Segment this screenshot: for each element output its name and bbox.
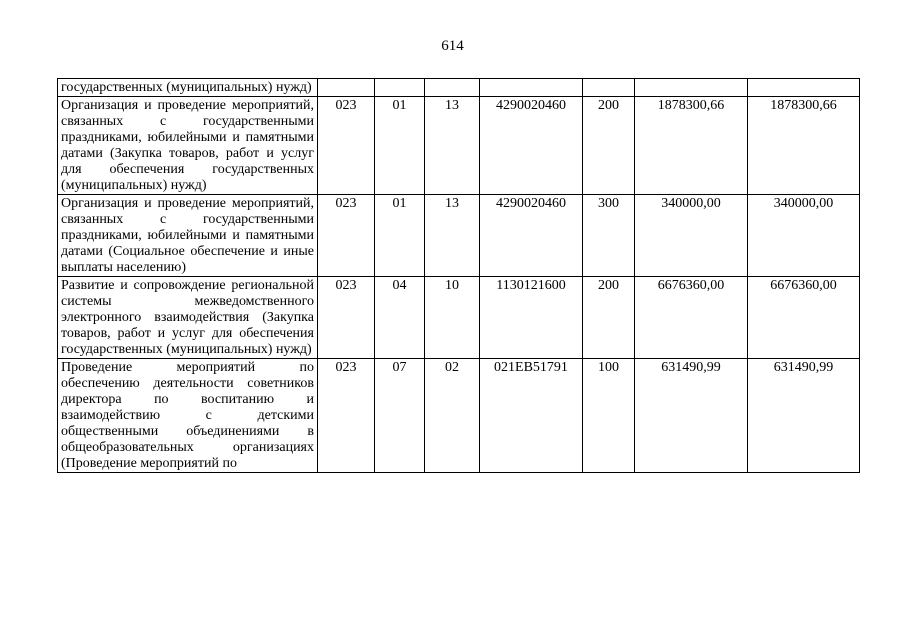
cell-csr [480,79,583,97]
cell-sum-1 [635,79,748,97]
cell-vr: 100 [583,359,635,473]
cell-sum-1: 1878300,66 [635,97,748,195]
cell-pr: 13 [425,195,480,277]
cell-sum-2 [748,79,860,97]
cell-csr: 021ЕВ51791 [480,359,583,473]
cell-ved: 023 [318,195,375,277]
cell-ved [318,79,375,97]
cell-rz: 07 [375,359,425,473]
cell-ved: 023 [318,277,375,359]
cell-ved: 023 [318,359,375,473]
table-row [58,195,860,277]
budget-table [57,78,860,473]
cell-pr: 10 [425,277,480,359]
cell-sum-2: 6676360,00 [748,277,860,359]
table-row [58,359,860,473]
cell-rz: 01 [375,195,425,277]
cell-pr: 13 [425,97,480,195]
cell-pr: 02 [425,359,480,473]
row-description: Организация и проведение мероприятий, связанных с государственными праздниками, юбилейными и памятными датами (Закупка товаров, работ и услуг для обеспечения государственных (муниципальных) нужд) [58,97,318,195]
cell-vr [583,79,635,97]
table-row [58,277,860,359]
cell-rz: 04 [375,277,425,359]
table-row [58,97,860,195]
row-description: Развитие и сопровождение региональной системы межведомственного электронного взаимодействия (Закупка товаров, работ и услуг для обеспечения государственных (муниципальных) нужд) [58,277,318,359]
cell-vr: 200 [583,277,635,359]
cell-csr: 1130121600 [480,277,583,359]
cell-sum-2: 340000,00 [748,195,860,277]
cell-sum-2: 631490,99 [748,359,860,473]
row-description: государственных (муниципальных) нужд) [58,79,318,97]
row-description: Организация и проведение мероприятий, связанных с государственными праздниками, юбилейными и памятными датами (Социальное обеспечение и иные выплаты населению) [58,195,318,277]
cell-rz [375,79,425,97]
cell-sum-1: 6676360,00 [635,277,748,359]
cell-pr [425,79,480,97]
cell-rz: 01 [375,97,425,195]
cell-sum-1: 340000,00 [635,195,748,277]
table-row [58,79,860,97]
cell-ved: 023 [318,97,375,195]
cell-sum-1: 631490,99 [635,359,748,473]
cell-vr: 200 [583,97,635,195]
page-number: 614 [441,38,464,54]
cell-csr: 4290020460 [480,97,583,195]
cell-sum-2: 1878300,66 [748,97,860,195]
row-description: Проведение мероприятий по обеспечению деятельности советников директора по воспитанию и взаимодействию с детскими общественными объединениями в общеобразовательных организациях (Проведение мероприятий по [58,359,318,473]
cell-csr: 4290020460 [480,195,583,277]
cell-vr: 300 [583,195,635,277]
